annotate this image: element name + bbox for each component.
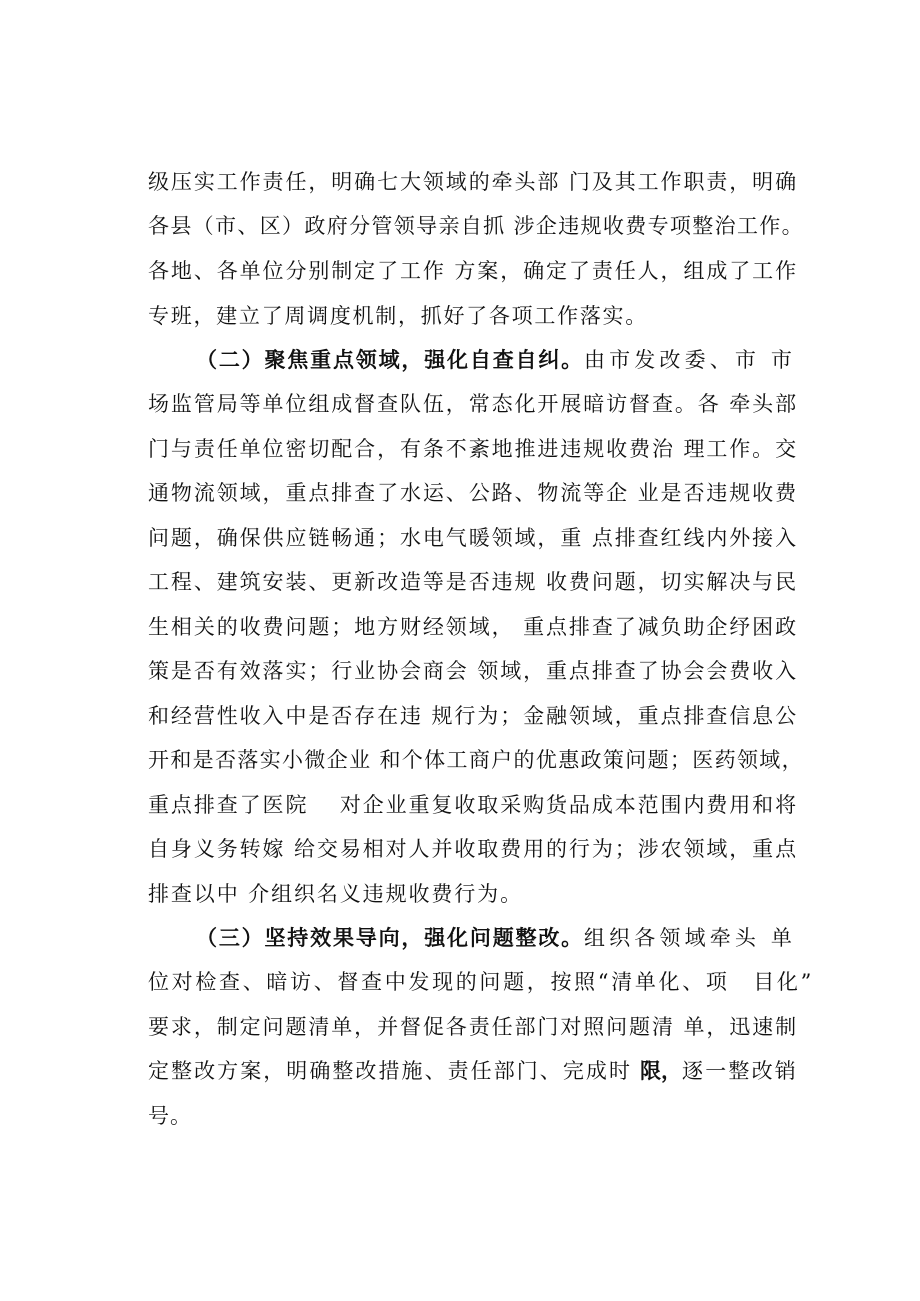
paragraph-2-line-1: （二）聚焦重点领域，强化自查自纠。由市发改委、市 市: [0, 340, 920, 380]
paragraph-3-line-1: （三）坚持效果导向，强化问题整改。组织各领域牵头 单: [0, 918, 920, 958]
paragraph-3-line-4: 定整改方案，明确整改措施、责任部门、完成时 限，逐一整改销: [0, 1051, 920, 1091]
paragraph-1-line-4: 专班，建立了周调度机制，抓好了各项工作落实。: [148, 304, 648, 328]
paragraph-2-line-2: 场监管局等单位组成督查队伍，常态化开展暗访督查。各 牵头部: [148, 392, 798, 416]
paragraph-2-line-11: 重点排查了医院 对企业重复收取采购货品成本范围内费用和将: [148, 793, 798, 817]
paragraph-3-line-2: 位对检查、暗访、督查中发现的问题，按照“清单化、项 目化”: [148, 970, 814, 994]
paragraph-3-line-3: 要求，制定问题清单，并督促各责任部门对照问题清 单，迅速制: [148, 1015, 798, 1039]
paragraph-2-line-10: 开和是否落实小微企业 和个体工商户的优惠政策问题；医药领域，: [148, 748, 804, 772]
paragraph-2-line-4: 通物流领域，重点排查了水运、公路、物流等企 业是否违规收费: [148, 481, 798, 505]
paragraph-2-line-12: 自身义务转嫁 给交易相对人并收取费用的行为；涉农领域，重点: [148, 837, 798, 861]
paragraph-2-line-13: 排查以中 介组织名义违规收费行为。: [148, 882, 523, 906]
paragraph-2-line-6: 工程、建筑安装、更新改造等是否违规 收费问题，切实解决与民: [148, 570, 798, 594]
paragraph-2-line-8: 策是否有效落实；行业协会商会 领域，重点排查了协会会费收入: [148, 659, 798, 683]
paragraph-1-line-1: 级压实工作责任，明确七大领域的牵头部 门及其工作职责，明确: [148, 170, 798, 194]
section-heading-3: （三）坚持效果导向，强化问题整改。: [196, 925, 584, 950]
paragraph-3-line-5: 号。: [148, 1104, 192, 1128]
paragraph-2-line-3: 门与责任单位密切配合，有条不紊地推进违规收费治 理工作。交: [148, 437, 798, 461]
paragraph-2-line-9: 和经营性收入中是否存在违 规行为；金融领域，重点排查信息公: [148, 704, 798, 728]
paragraph-2-line-5: 问题，确保供应链畅通；水电气暖领域，重 点排查红线内外接入: [148, 526, 798, 550]
bold-deadline-text: 限，: [640, 1058, 682, 1083]
paragraph-2-line-7: 生相关的收费问题；地方财经领域， 重点排查了减负助企纾困政: [148, 615, 798, 639]
section-heading-2: （二）聚焦重点领域，强化自查自纠。: [196, 347, 584, 372]
paragraph-1-line-2: 各县（市、区）政府分管领导亲自抓 涉企违规收费专项整治工作。: [148, 214, 804, 238]
paragraph-1-line-3: 各地、各单位分别制定了工作 方案，确定了责任人，组成了工作: [148, 259, 798, 283]
